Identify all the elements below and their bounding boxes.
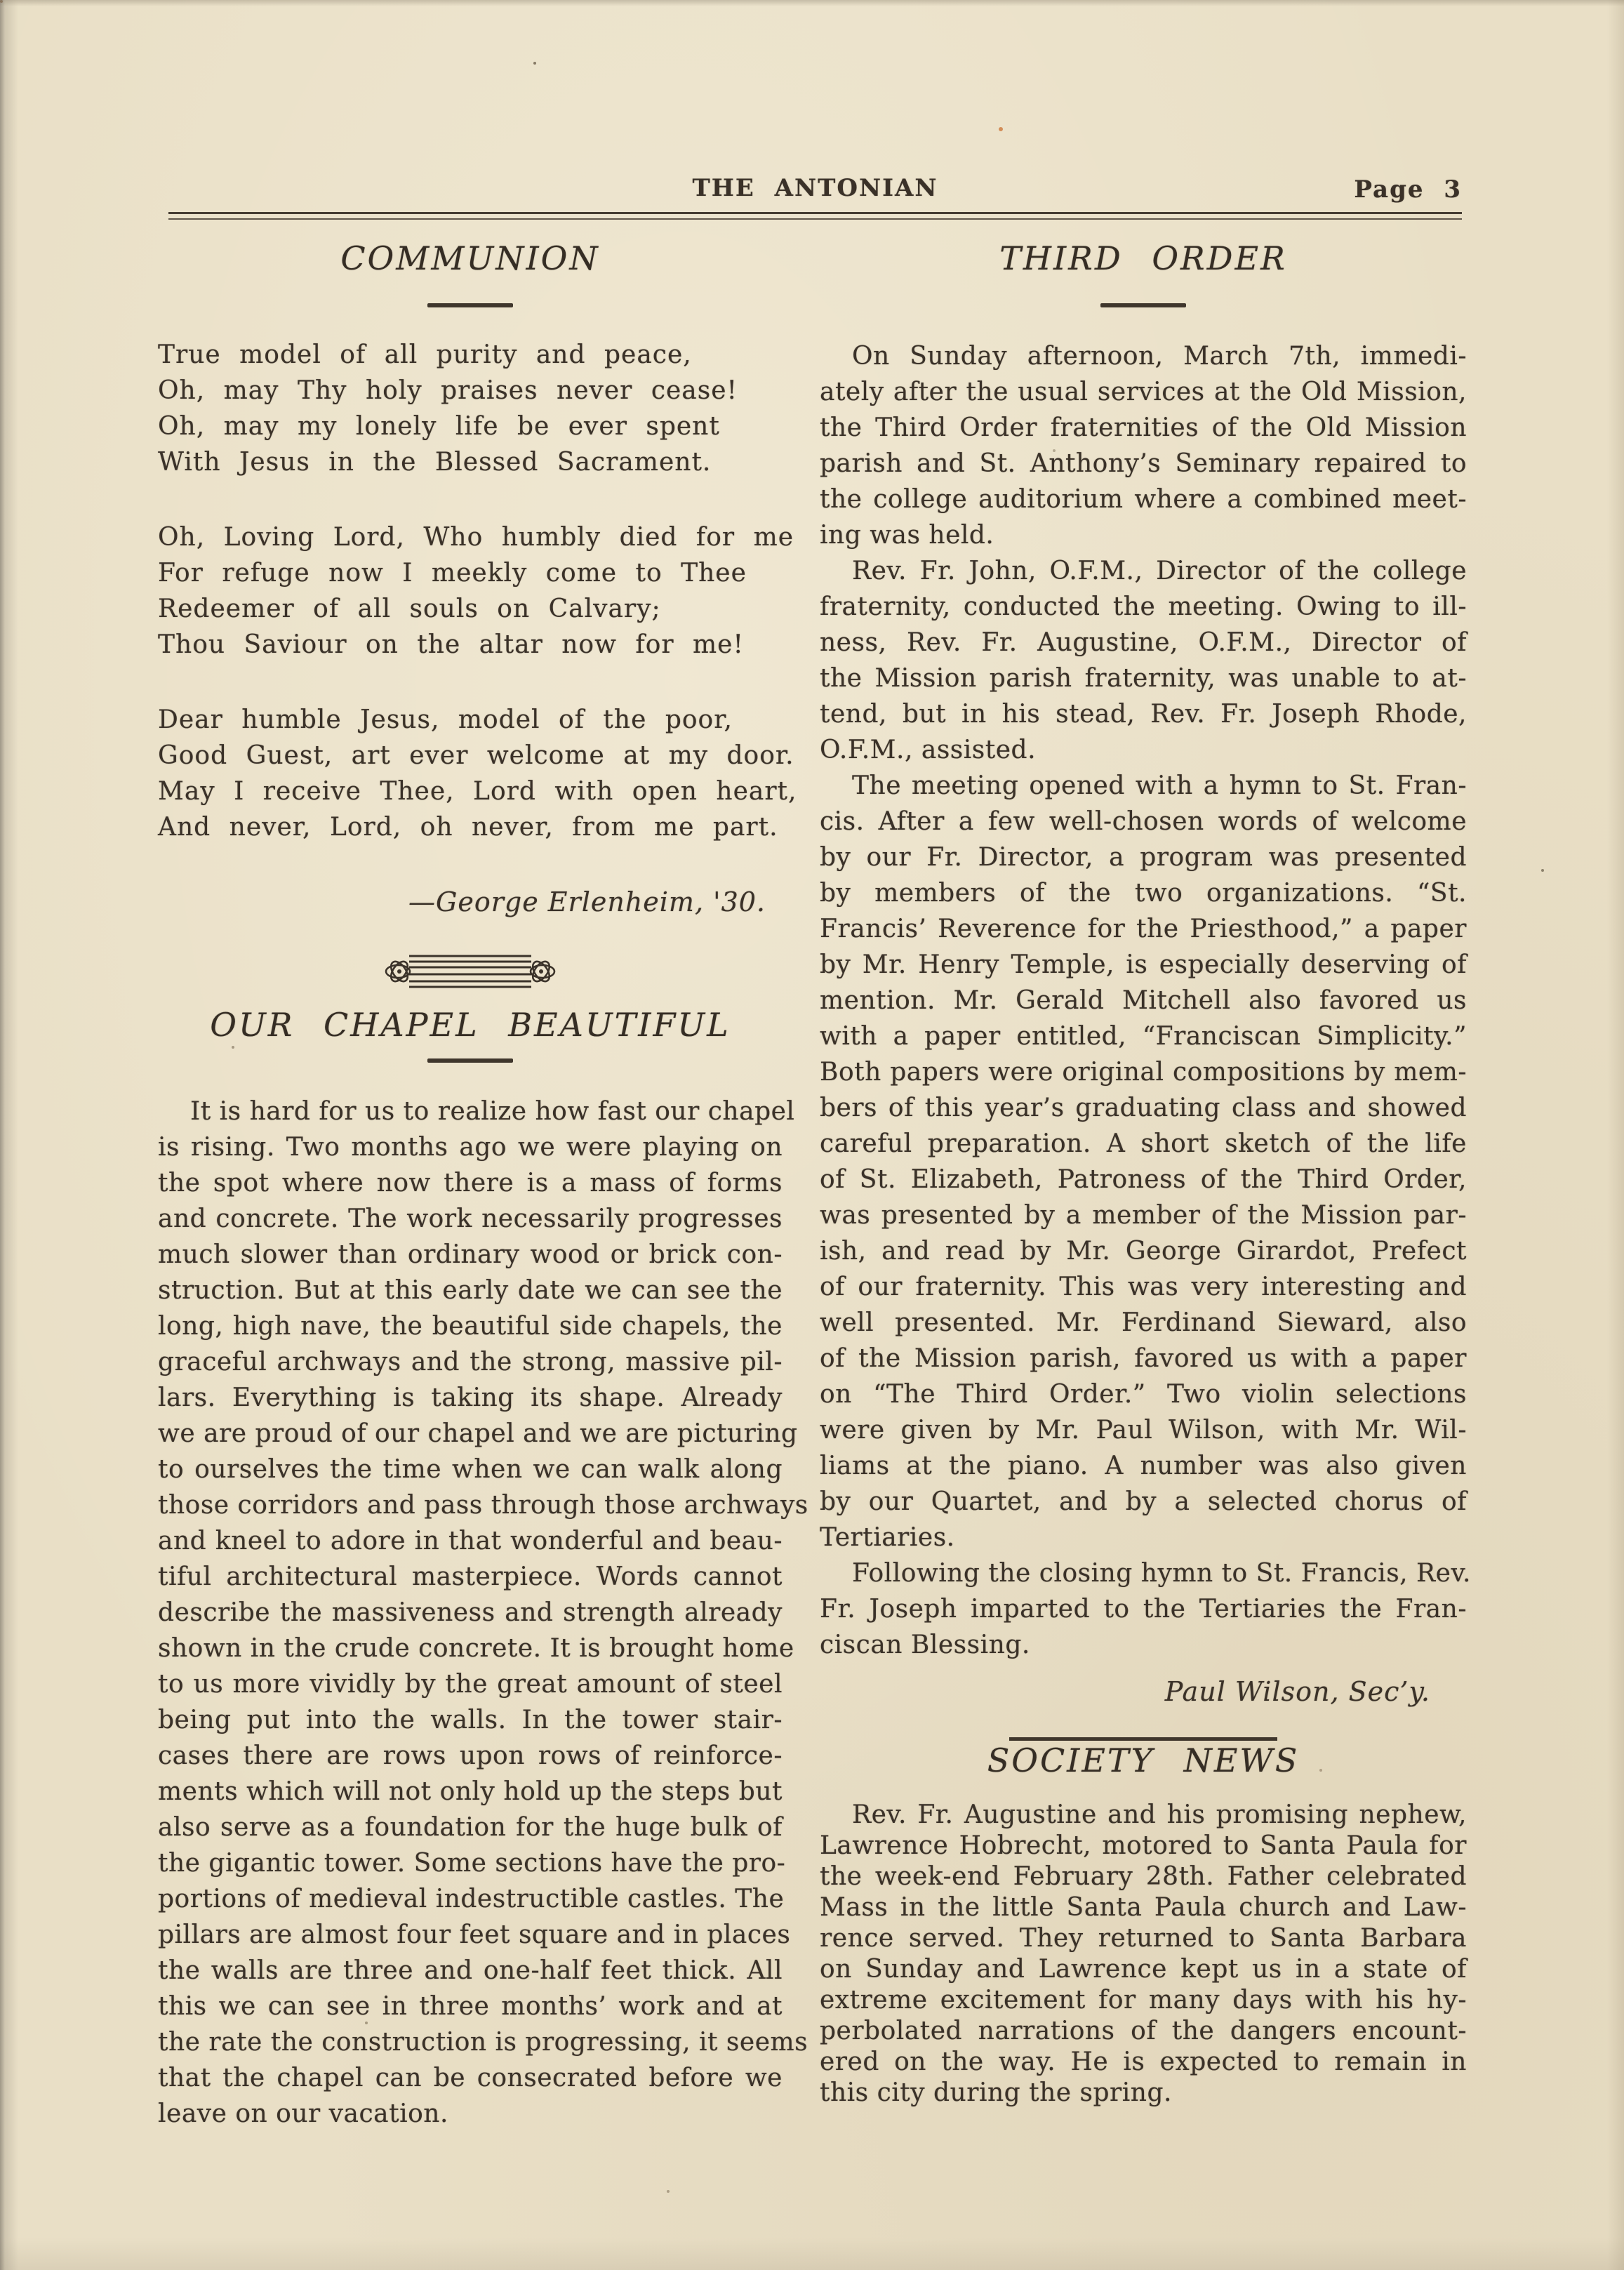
text-line: extreme excitement for many days with his hy-	[820, 1986, 1467, 2015]
third-order-heading: THIRD ORDER	[999, 239, 1287, 277]
left-column	[158, 239, 808, 2132]
text-line: graceful archways and the strong, massive pil-	[158, 1348, 783, 1376]
text-line: by Mr. Henry Temple, is especially deserving of	[820, 950, 1467, 979]
text-line: of St. Elizabeth, Patroness of the Third Order,	[820, 1165, 1467, 1194]
page-number: Page 3	[1354, 175, 1462, 204]
text-line: those corridors and pass through those archways	[158, 1491, 808, 1520]
text-line: fraternity, conducted the meeting. Owing to ill-	[820, 592, 1467, 621]
text-line: lars. Everything is taking its shape. Already	[158, 1383, 783, 1412]
text-line: we are proud of our chapel and we are picturing	[158, 1419, 798, 1448]
text-line: by members of the two organizations. “St.	[820, 879, 1467, 908]
text-line: liams at the piano. A number was also given	[820, 1452, 1467, 1480]
text-line: ing was held.	[820, 521, 994, 550]
text-line: rence served. They returned to Santa Barbara	[820, 1924, 1467, 1953]
text-line: by our Fr. Director, a program was presented	[820, 843, 1467, 872]
text-line: portions of medieval indestructible castles. The	[158, 1885, 785, 1913]
text-line: Francis’ Reverence for the Priesthood,” a paper	[820, 915, 1467, 943]
masthead-title: THE ANTONIAN	[692, 174, 938, 202]
text-line: cis. After a few well-chosen words of welcome	[820, 807, 1467, 836]
text-line: the Mission parish fraternity, was unable to at-	[820, 664, 1467, 693]
poem-line: For refuge now I meekly come to Thee	[158, 559, 747, 588]
text-line: O.F.M., assisted.	[820, 736, 1037, 764]
text-line: of the Mission parish, favored us with a paper	[820, 1344, 1467, 1373]
poem-line: True model of all purity and peace,	[158, 340, 692, 369]
text-line: ciscan Blessing.	[820, 1631, 1030, 1659]
text-line: parish and St. Anthony’s Seminary repaired to	[820, 449, 1467, 478]
text-line: much slower than ordinary wood or brick con-	[158, 1240, 783, 1269]
text-line: on Sunday and Lawrence kept us in a state of	[820, 1955, 1467, 1984]
text-line: cases there are rows upon rows of reinforce-	[158, 1741, 783, 1770]
text-line: is rising. Two months ago we were playing on	[158, 1133, 783, 1162]
text-line: that the chapel can be consecrated before we	[158, 2064, 783, 2092]
text-line: being put into the walls. In the tower stair-	[158, 1706, 783, 1734]
text-line: Rev. Fr. Augustine and his promising nephew,	[852, 1800, 1467, 1829]
poem-line: With Jesus in the Blessed Sacrament.	[158, 448, 712, 477]
text-line: the Third Order fraternities of the Old Mission	[820, 413, 1467, 442]
third-order-attribution: Paul Wilson, Sec’y.	[1164, 1676, 1430, 1707]
paragraph	[820, 1800, 1467, 2109]
text-line: long, high nave, the beautiful side chapels, the	[158, 1312, 783, 1341]
paragraph	[158, 1094, 808, 2132]
poem-stanza	[158, 519, 794, 663]
text-line: ness, Rev. Fr. Augustine, O.F.M., Director of	[820, 628, 1467, 657]
paragraph	[820, 1555, 1471, 1663]
text-line: The meeting opened with a hymn to St. Fran-	[852, 771, 1467, 800]
text-line: Lawrence Hobrecht, motored to Santa Paula for	[820, 1831, 1467, 1860]
poem-line: Oh, may my lonely life be ever spent	[158, 412, 720, 441]
communion-poem	[158, 337, 797, 845]
paragraph	[820, 768, 1467, 1555]
header-rule-top	[168, 212, 1462, 214]
text-line: On Sunday afternoon, March 7th, immedi-	[852, 342, 1467, 371]
header-rule-bottom	[168, 218, 1462, 220]
text-line: ments which will not only hold up the steps but	[158, 1777, 783, 1806]
heading-rule	[1100, 303, 1186, 307]
text-line: the rate the construction is progressing, it seems	[158, 2028, 808, 2057]
chapel-article	[158, 1094, 808, 2132]
poem-line: Dear humble Jesus, model of the poor,	[158, 705, 733, 734]
text-line: leave on our vacation.	[158, 2099, 448, 2128]
text-line: and kneel to adore in that wonderful and beau-	[158, 1527, 783, 1555]
text-line: pillars are almost four feet square and in places	[158, 1920, 791, 1949]
text-line: tend, but in his stead, Rev. Fr. Joseph Rhode,	[820, 700, 1467, 729]
text-line: on “The Third Order.” Two violin selections	[820, 1380, 1467, 1409]
paragraph	[820, 553, 1467, 768]
communion-heading: COMMUNION	[340, 239, 600, 277]
scroll-ornament-icon	[382, 941, 558, 1005]
society-news-article	[820, 1800, 1467, 2109]
heading-rule	[427, 1058, 513, 1063]
poem-line: Redeemer of all souls on Calvary;	[158, 595, 661, 623]
text-line: tiful architectural masterpiece. Words cannot	[158, 1562, 783, 1591]
society-news-heading: SOCIETY NEWS	[987, 1741, 1300, 1779]
text-line: mention. Mr. Gerald Mitchell also favored us	[820, 986, 1467, 1015]
chapel-heading: OUR CHAPEL BEAUTIFUL	[210, 1006, 731, 1044]
poem-stanza	[158, 702, 797, 845]
text-line: Following the closing hymn to St. Francis, Rev.	[852, 1559, 1471, 1588]
text-line: with a paper entitled, “Franciscan Simplicity.”	[820, 1022, 1467, 1051]
poem-line: And never, Lord, oh never, from me part.	[158, 813, 778, 842]
paragraph	[820, 338, 1467, 553]
right-column	[820, 239, 1471, 2109]
poem-stanza	[158, 337, 783, 480]
text-line: Tertiaries.	[820, 1523, 955, 1552]
text-line: careful preparation. A short sketch of the life	[820, 1129, 1467, 1158]
text-line: to us more vividly by the great amount of steel	[158, 1670, 783, 1699]
poem-line: May I receive Thee, Lord with open heart,	[158, 777, 797, 806]
text-line: the week-end February 28th. Father celebrated	[820, 1862, 1467, 1891]
text-line: this city during the spring.	[820, 2078, 1172, 2107]
text-line: perbolated narrations of the dangers encount-	[820, 2017, 1467, 2045]
text-line: and concrete. The work necessarily progresses	[158, 1204, 783, 1233]
text-line: ered on the way. He is expected to remain in	[820, 2047, 1467, 2076]
text-line: well presented. Mr. Ferdinand Sieward, also	[820, 1308, 1467, 1337]
text-line: Fr. Joseph imparted to the Tertiaries the Fran-	[820, 1595, 1467, 1624]
poem-line: Good Guest, art ever welcome at my door.	[158, 741, 794, 770]
poem-line: Oh, Loving Lord, Who humbly died for me	[158, 523, 794, 552]
text-line: the spot where now there is a mass of forms	[158, 1169, 783, 1197]
text-line: were given by Mr. Paul Wilson, with Mr. Wil-	[820, 1416, 1467, 1445]
text-line: of our fraternity. This was very interesting and	[820, 1273, 1467, 1301]
text-line: Both papers were original compositions by mem-	[820, 1058, 1467, 1087]
text-line: struction. But at this early date we can see the	[158, 1276, 783, 1305]
text-line: was presented by a member of the Mission par-	[820, 1201, 1467, 1230]
text-line: to ourselves the time when we can walk along	[158, 1455, 783, 1484]
text-line: shown in the crude concrete. It is brought home	[158, 1634, 794, 1663]
poem-line: Thou Saviour on the altar now for me!	[158, 630, 744, 659]
text-line: also serve as a foundation for the huge bulk of	[158, 1813, 783, 1842]
text-line: this we can see in three months’ work and at	[158, 1992, 783, 2021]
text-line: Rev. Fr. John, O.F.M., Director of the college	[852, 557, 1467, 585]
text-line: It is hard for us to realize how fast our chapel	[190, 1097, 795, 1126]
text-line: describe the massiveness and strength already	[158, 1598, 783, 1627]
heading-rule	[427, 303, 513, 307]
poem-line: Oh, may Thy holy praises never cease!	[158, 376, 738, 405]
text-line: ish, and read by Mr. George Girardot, Prefect	[820, 1237, 1467, 1266]
text-line: the gigantic tower. Some sections have the pro-	[158, 1849, 786, 1878]
third-order-article	[820, 338, 1471, 1663]
text-line: bers of this year’s graduating class and showed	[820, 1094, 1467, 1122]
text-line: by our Quartet, and by a selected chorus of	[820, 1487, 1467, 1516]
text-line: ately after the usual services at the Old Mission,	[820, 378, 1467, 406]
text-line: the college auditorium where a combined meet-	[820, 485, 1467, 514]
text-line: Mass in the little Santa Paula church and Law-	[820, 1893, 1467, 1922]
paper-specks	[0, 0, 3, 3]
poem-attribution: —George Erlenheim, '30.	[408, 887, 766, 917]
text-line: the walls are three and one-half feet thick. All	[158, 1956, 783, 1985]
